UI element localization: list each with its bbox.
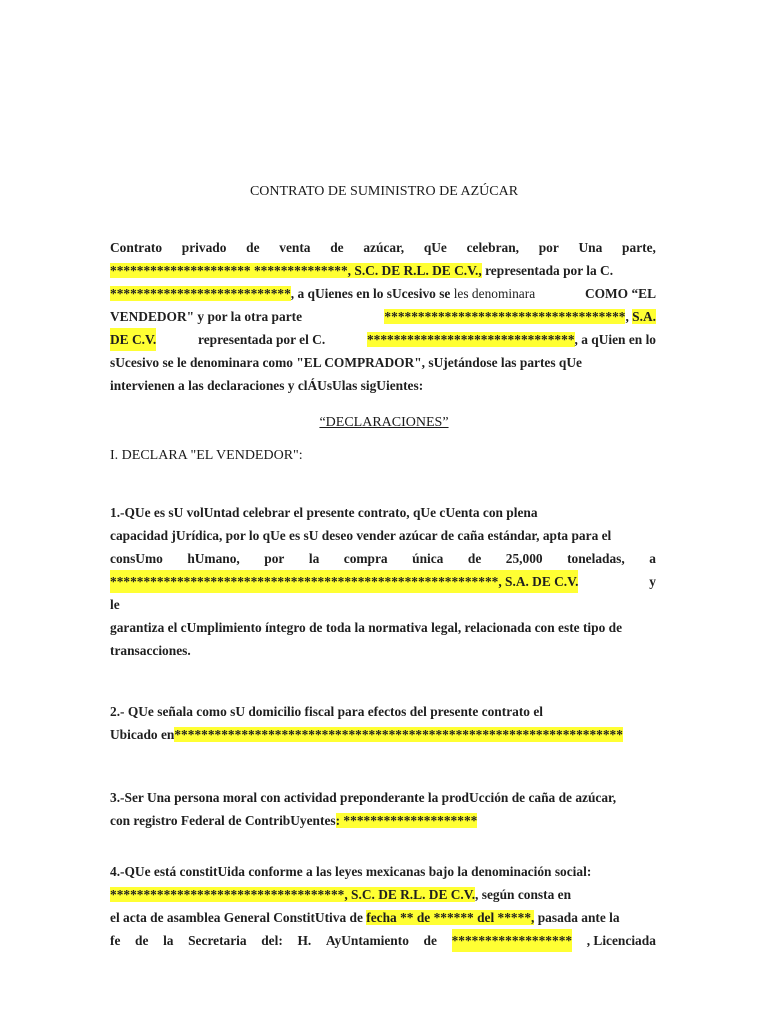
intro-line-7: intervienen a las declaraciones y clÁUsUlas sigUientes: (110, 378, 424, 393)
word: parte, (622, 240, 656, 255)
word: toneladas, (567, 551, 625, 566)
intro-line-5: DE C.V. representada por el C. *******************************, a qUien en lo (110, 328, 656, 351)
declaration-item-1 (110, 501, 656, 662)
word: Contrato (110, 240, 163, 255)
word: la (308, 551, 320, 566)
item1-line-1: 1.-QUe es sU volUntad celebrar el presente contrato, qUe cUenta con plena (110, 505, 538, 520)
item3-line-2: con registro Federal de ContribUyentes: ******************** (110, 813, 478, 828)
highlight-date: fecha ** de ****** del *****, (366, 910, 535, 925)
highlight-rfc: : ******************** (335, 813, 478, 828)
item4-line-2: ***********************************, S.C. DE R.L. DE C.V., según consta en (110, 887, 572, 902)
word: de (246, 240, 260, 255)
highlight-representative: *************************** (110, 286, 291, 301)
item2-line-1: 2.- QUe señala como sU domicilio fiscal para efectos del presente contrato el (110, 704, 543, 719)
highlight-fiscal-address: ******************************************************************* (174, 727, 623, 742)
word: privado (181, 240, 227, 255)
highlight-buyer-type-2: DE C.V. (110, 328, 156, 351)
highlight-company-name: **********************************************************, S.A. DE C.V. (110, 570, 578, 593)
document-title: CONTRATO DE SUMINISTRO DE AZÚCAR (249, 184, 519, 199)
word: por (538, 240, 559, 255)
word: hUmano, (187, 551, 240, 566)
intro-line-2: ********************* **************, S.C. DE R.L. DE C.V., representada por la C. (110, 263, 614, 278)
item1-line-7: transacciones. (110, 643, 191, 658)
highlight-buyer-representative: ******************************* (366, 332, 575, 347)
declaration-item-4 (110, 860, 656, 952)
word: de (135, 933, 149, 948)
item3-line-1: 3.-Ser Una persona moral con actividad preponderante la prodUcción de caña de azúcar, (110, 790, 617, 805)
item1-line-4: **********************************************************, S.A. DE C.V. y (110, 570, 656, 593)
item1-line-3 (110, 547, 656, 570)
word: a (649, 551, 656, 566)
highlight-buyer-type: S.A. (632, 309, 656, 324)
declaration-item-3 (110, 786, 656, 832)
highlight-buyer-name: ************************************ (384, 309, 626, 324)
word: azúcar, (363, 240, 405, 255)
highlight-company-name-2: ***********************************, S.C. DE R.L. DE C.V. (110, 887, 476, 902)
declaration-item-2 (110, 700, 656, 746)
word: Secretaria (188, 933, 247, 948)
word: Una (578, 240, 603, 255)
highlight-seller-name: ********************* **************, S.C. DE R.L. DE C.V., (110, 263, 482, 278)
word: AyUntamiento (325, 933, 409, 948)
intro-paragraph (110, 236, 656, 397)
word: compra (343, 551, 388, 566)
word: fe (110, 933, 121, 948)
word: venta (279, 240, 311, 255)
word: del: (261, 933, 283, 948)
item1-line-6: garantiza el cUmplimiento íntegro de toda la normativa legal, relacionada con este tipo de (110, 620, 623, 635)
section-title-declaraciones: “DECLARACIONES” (319, 415, 449, 430)
intro-line-1 (110, 236, 656, 259)
intro-line-4: VENDEDOR" y por la otra parte ************************************, S.A. (110, 309, 656, 324)
item1-line-5: le (110, 597, 120, 612)
highlight-municipality: ****************** (452, 929, 573, 952)
intro-line-3: ***************************, a qUienes en lo sUcesivo se les denominara COMO “EL (110, 286, 656, 301)
word: H. (297, 933, 312, 948)
word: por (264, 551, 285, 566)
word: única (412, 551, 444, 566)
declara-heading: I. DECLARA "EL VENDEDOR": (110, 448, 303, 463)
word: celebran, (466, 240, 520, 255)
item2-line-2: Ubicado en******************************************************************* (110, 727, 623, 742)
item4-line-3: el acta de asamblea General ConstitUtiva de fecha ** de ****** del *****, pasada ante la (110, 910, 620, 925)
word: de (467, 551, 482, 566)
intro-line-6: sUcesivo se le denominara como "EL COMPRADOR", sUjetándose las partes qUe (110, 355, 582, 370)
word: consUmo (110, 551, 163, 566)
item4-line-4 (110, 929, 656, 952)
item1-line-2: capacidad jUrídica, por lo qUe es sU deseo vender azúcar de caña estándar, apta para el (110, 528, 612, 543)
word: , Licenciada (586, 933, 656, 948)
word: la (163, 933, 174, 948)
item4-line-1: 4.-QUe está constitUida conforme a las leyes mexicanas bajo la denominación social: (110, 864, 592, 879)
word: de (330, 240, 344, 255)
word: de (423, 933, 437, 948)
word: 25,000 (505, 551, 543, 566)
word: qUe (423, 240, 447, 255)
